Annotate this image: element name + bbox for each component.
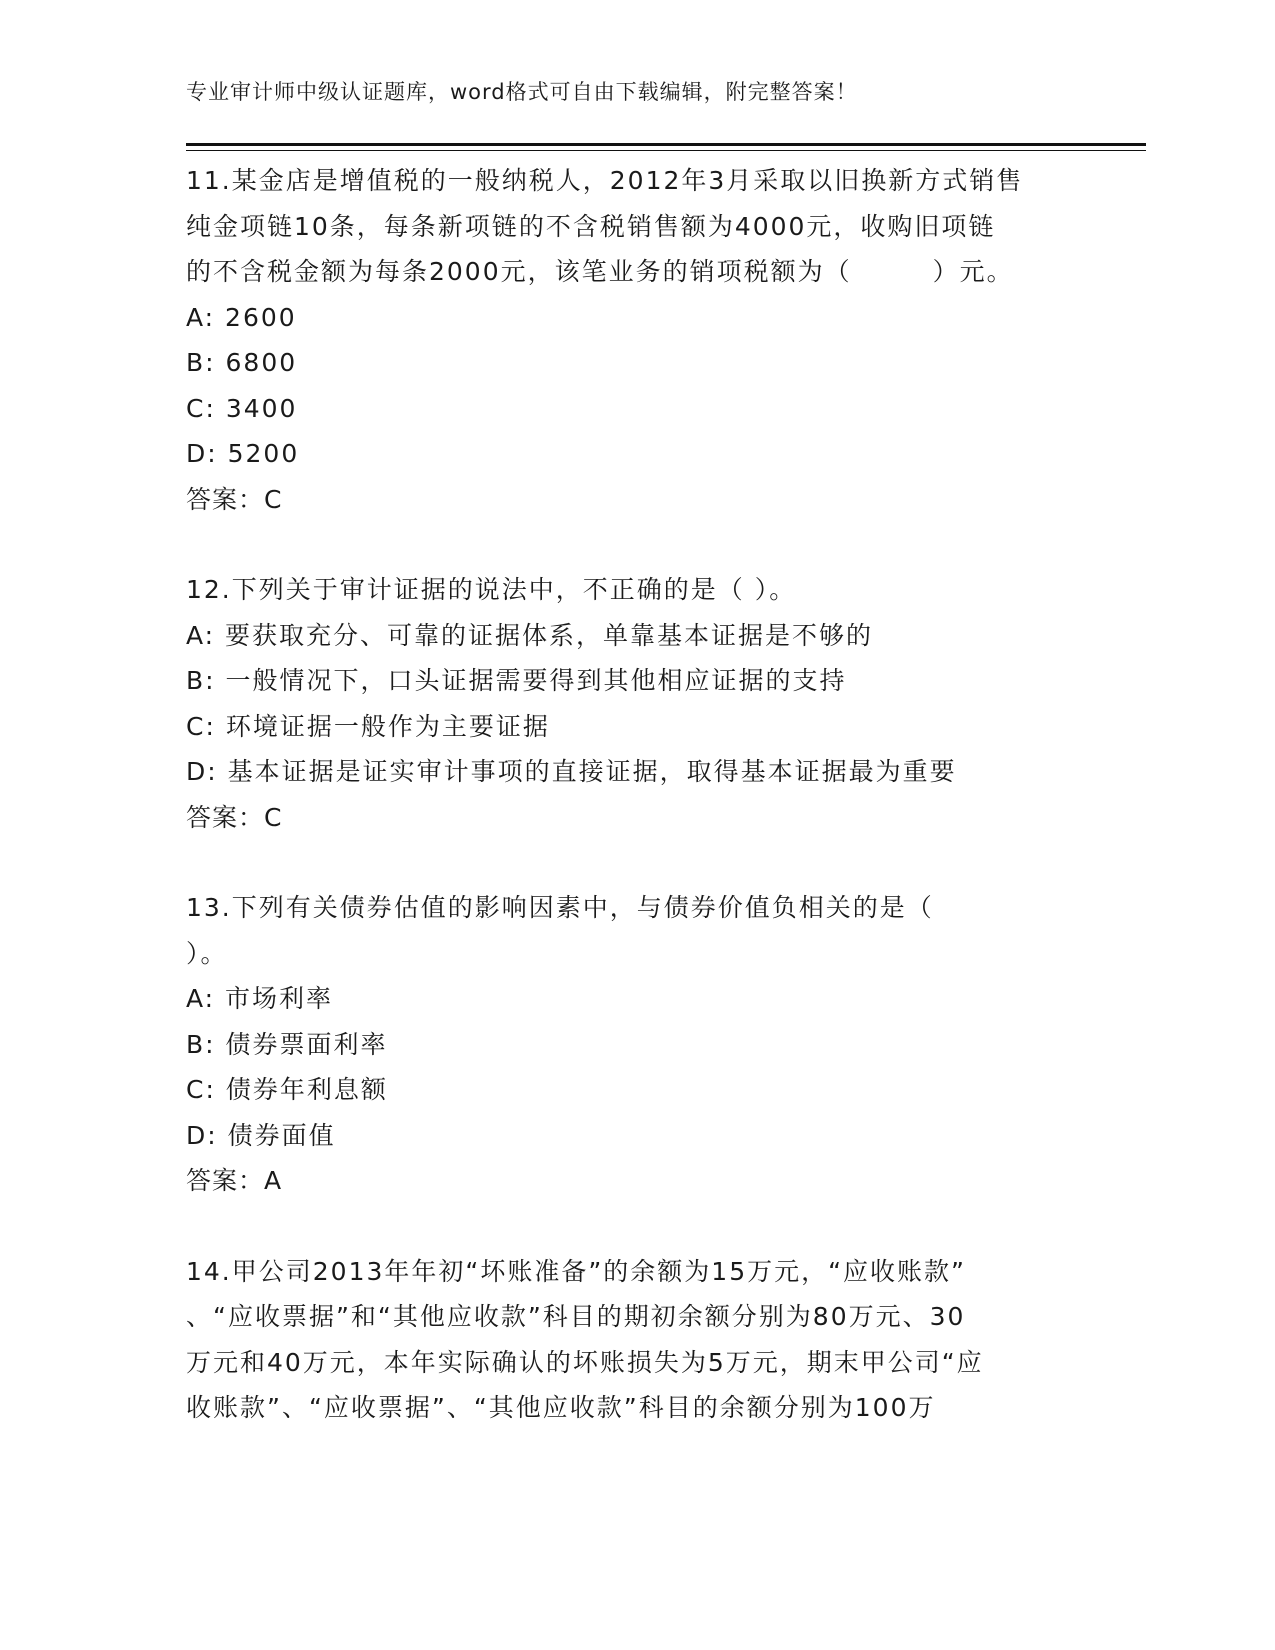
question-stem-line: 11.某金店是增值税的一般纳税人，2012年3月采取以旧换新方式销售: [186, 166, 1024, 195]
question-stem-line: 收账款”、“应收票据”、“其他应收款”科目的余额分别为100万: [186, 1393, 936, 1422]
question-11: [186, 158, 1086, 522]
question-14: [186, 1249, 1086, 1431]
question-stem-line: 12.下列关于审计证据的说法中，不正确的是（ ）。: [186, 575, 797, 604]
question-stem-line: 、“应收票据”和“其他应收款”科目的期初余额分别为80万元、30: [186, 1302, 966, 1331]
question-stem-line: 的不含税金额为每条2000元，该笔业务的销项税额为（ ）元。: [186, 257, 1014, 286]
header-rule-thick: [186, 143, 1146, 146]
answer-line: 答案：A: [186, 1166, 283, 1195]
option-d: D: 5200: [186, 439, 300, 468]
answer-line: 答案：C: [186, 484, 283, 514]
question-stem-line: 13.下列有关债券估值的影响因素中，与债券价值负相关的是（: [186, 893, 934, 922]
page-header: 专业审计师中级认证题库，word格式可自由下载编辑，附完整答案！: [186, 80, 858, 104]
option-b: B: 债券票面利率: [186, 1029, 388, 1059]
option-a: A: 市场利率: [186, 984, 334, 1013]
question-list: [186, 158, 1086, 1476]
question-stem-line: 万元和40万元，本年实际确认的坏账损失为5万元，期末甲公司“应: [186, 1347, 984, 1377]
option-c: C: 3400: [186, 393, 298, 423]
option-a: A: 要获取充分、可靠的证据体系，单靠基本证据是不够的: [186, 620, 874, 650]
question-stem-line: ）。: [186, 938, 228, 968]
question-stem-line: 14.甲公司2013年年初“坏账准备”的余额为15万元，“应收账款”: [186, 1256, 967, 1286]
header-rule-thin: [186, 150, 1146, 151]
answer-line: 答案：C: [186, 802, 283, 832]
option-d: D: 基本证据是证实审计事项的直接证据，取得基本证据最为重要: [186, 757, 957, 786]
option-c: C: 债券年利息额: [186, 1075, 388, 1104]
question-13: [186, 885, 1086, 1204]
option-a: A: 2600: [186, 302, 297, 332]
option-b: B: 6800: [186, 348, 298, 377]
option-d: D: 债券面值: [186, 1120, 336, 1150]
question-stem-line: 纯金项链10条，每条新项链的不含税销售额为4000元，收购旧项链: [186, 211, 996, 241]
option-c: C: 环境证据一般作为主要证据: [186, 711, 550, 741]
question-12: [186, 567, 1086, 840]
option-b: B: 一般情况下，口头证据需要得到其他相应证据的支持: [186, 666, 847, 695]
